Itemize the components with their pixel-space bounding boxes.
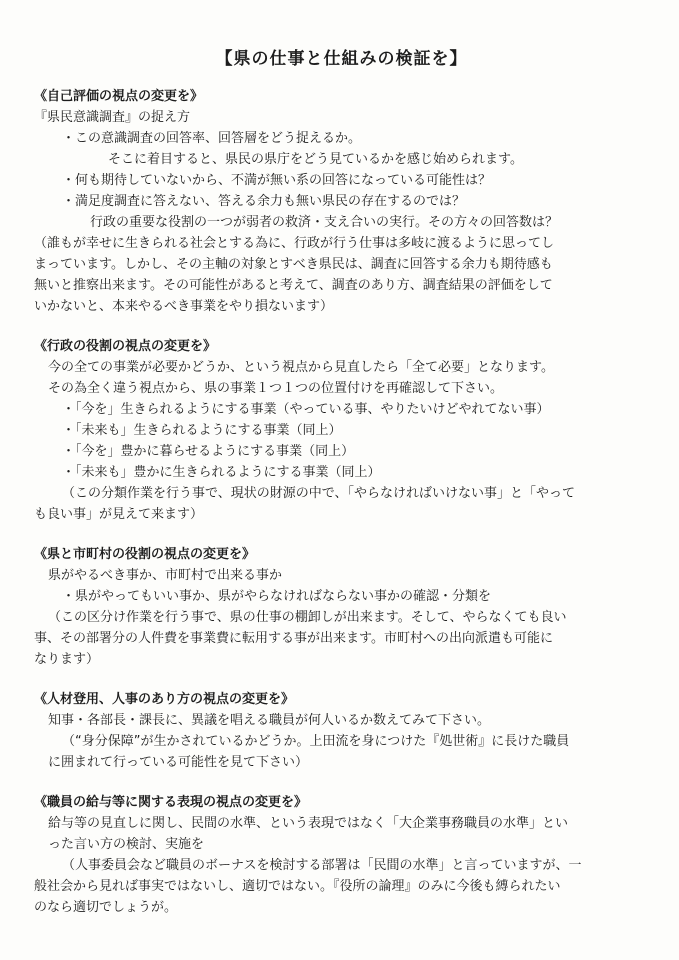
bullet-line: ・「今を」豊かに暮らせるようにする事業（同上）	[62, 444, 355, 459]
section-heading: 《行政の役割の視点の変更を》	[34, 339, 217, 354]
section-salary-expression	[34, 793, 649, 918]
section-heading: 《人材登用、人事のあり方の視点の変更を》	[34, 692, 295, 707]
text-line: 給与等の見直しに関し、民間の水準、という表現ではなく「大企業事務職員の水準」とい	[48, 816, 569, 831]
section-prefecture-municipality	[34, 545, 649, 670]
text-line: いかないと、本来やるべき事業をやり損ないます）	[34, 299, 334, 314]
bullet-line: ・「今を」生きられるようにする事業（やっている事、やりたいけどやれてない事）	[62, 402, 550, 417]
section-heading: 《職員の給与等に関する表現の視点の変更を》	[34, 795, 308, 810]
text-line: 知事・各部長・課長に、異議を唱える職員が何人いるか数えてみて下さい。	[48, 713, 491, 728]
document-title: 【県の仕事と仕組みの検証を】	[215, 49, 468, 69]
bullet-line: ・この意識調査の回答率、回答層をどう捉えるか。	[62, 131, 362, 146]
bullet-line: ・「未来も」豊かに生きられるようにする事業（同上）	[62, 465, 381, 480]
subheading: 『県民意識調査』の捉え方	[34, 110, 191, 125]
text-line: 行政の重要な役割の一つが弱者の救済・支え合いの実行。その方々の回答数は？	[90, 215, 559, 230]
text-line: 事、その部署分の人件費を事業費に転用する事が出来ます。市町村への出向派遣も可能に	[34, 631, 553, 646]
text-line: （誰もが幸せに生きられる社会とする為に、行政が行う仕事は多岐に渡るように思ってし	[34, 236, 555, 251]
text-line: に囲まれて行っている可能性を見て下さい）	[48, 755, 309, 770]
section-personnel	[34, 690, 649, 773]
text-line: まっています。しかし、その主軸の対象とすべき県民は、調査に回答する余力も期待感も	[34, 257, 553, 272]
text-line: も良い事」が見えて来ます）	[34, 507, 204, 522]
section-self-evaluation	[34, 87, 649, 317]
bullet-line: ・県がやってもいい事か、県がやらなければならない事かの確認・分類を	[62, 589, 492, 604]
text-line: （この分類作業を行う事で、現状の財源の中で、「やらなければいけない事」と「やって	[62, 486, 575, 501]
section-heading: 《自己評価の視点の変更を》	[34, 89, 204, 104]
text-line: 無いと推察出来ます。その可能性があると考えて、調査のあり方、調査結果の評価をして	[34, 278, 553, 293]
text-line: （“身分保障”が生かされているかどうか。上田流を身につけた『処世術』に長けた職員	[62, 734, 570, 749]
bullet-line: ・満足度調査に答えない、答える余力も無い県民の存在するのでは？	[62, 194, 466, 209]
text-line: 今の全ての事業が必要かどうか、という視点から見直したら「全て必要」となります。	[48, 360, 554, 375]
section-heading: 《県と市町村の役割の視点の変更を》	[34, 547, 256, 562]
text-line: 県がやるべき事か、市町村で出来る事か	[48, 568, 283, 583]
text-line: った言い方の検討、実施を	[48, 837, 205, 852]
text-line: （この区分け作業を行う事で、県の仕事の棚卸しが出来ます。そして、やらなくても良い	[48, 610, 567, 625]
text-line: その為全く違う視点から、県の事業１つ１つの位置付けを再確認して下さい。	[48, 381, 504, 396]
section-government-role	[34, 337, 649, 525]
bullet-line: ・「未来も」生きられるようにする事業（同上）	[62, 423, 342, 438]
text-line: （人事委員会など職員のボーナスを検討する部署は「民間の水準」と言っていますが、一	[62, 858, 582, 873]
text-line: のなら適切でしょうが。	[34, 900, 178, 915]
bullet-line: ・何も期待していないから、不満が無い系の回答になっている可能性は？	[62, 173, 492, 188]
text-line: なります）	[34, 652, 100, 667]
text-line: そこに着目すると、県民の県庁をどう見ているかを感じ始められます。	[108, 152, 523, 167]
text-line: 般社会から見れば事実ではないし、適切ではない。『役所の論理』のみに今後も縛られたい	[34, 879, 561, 894]
